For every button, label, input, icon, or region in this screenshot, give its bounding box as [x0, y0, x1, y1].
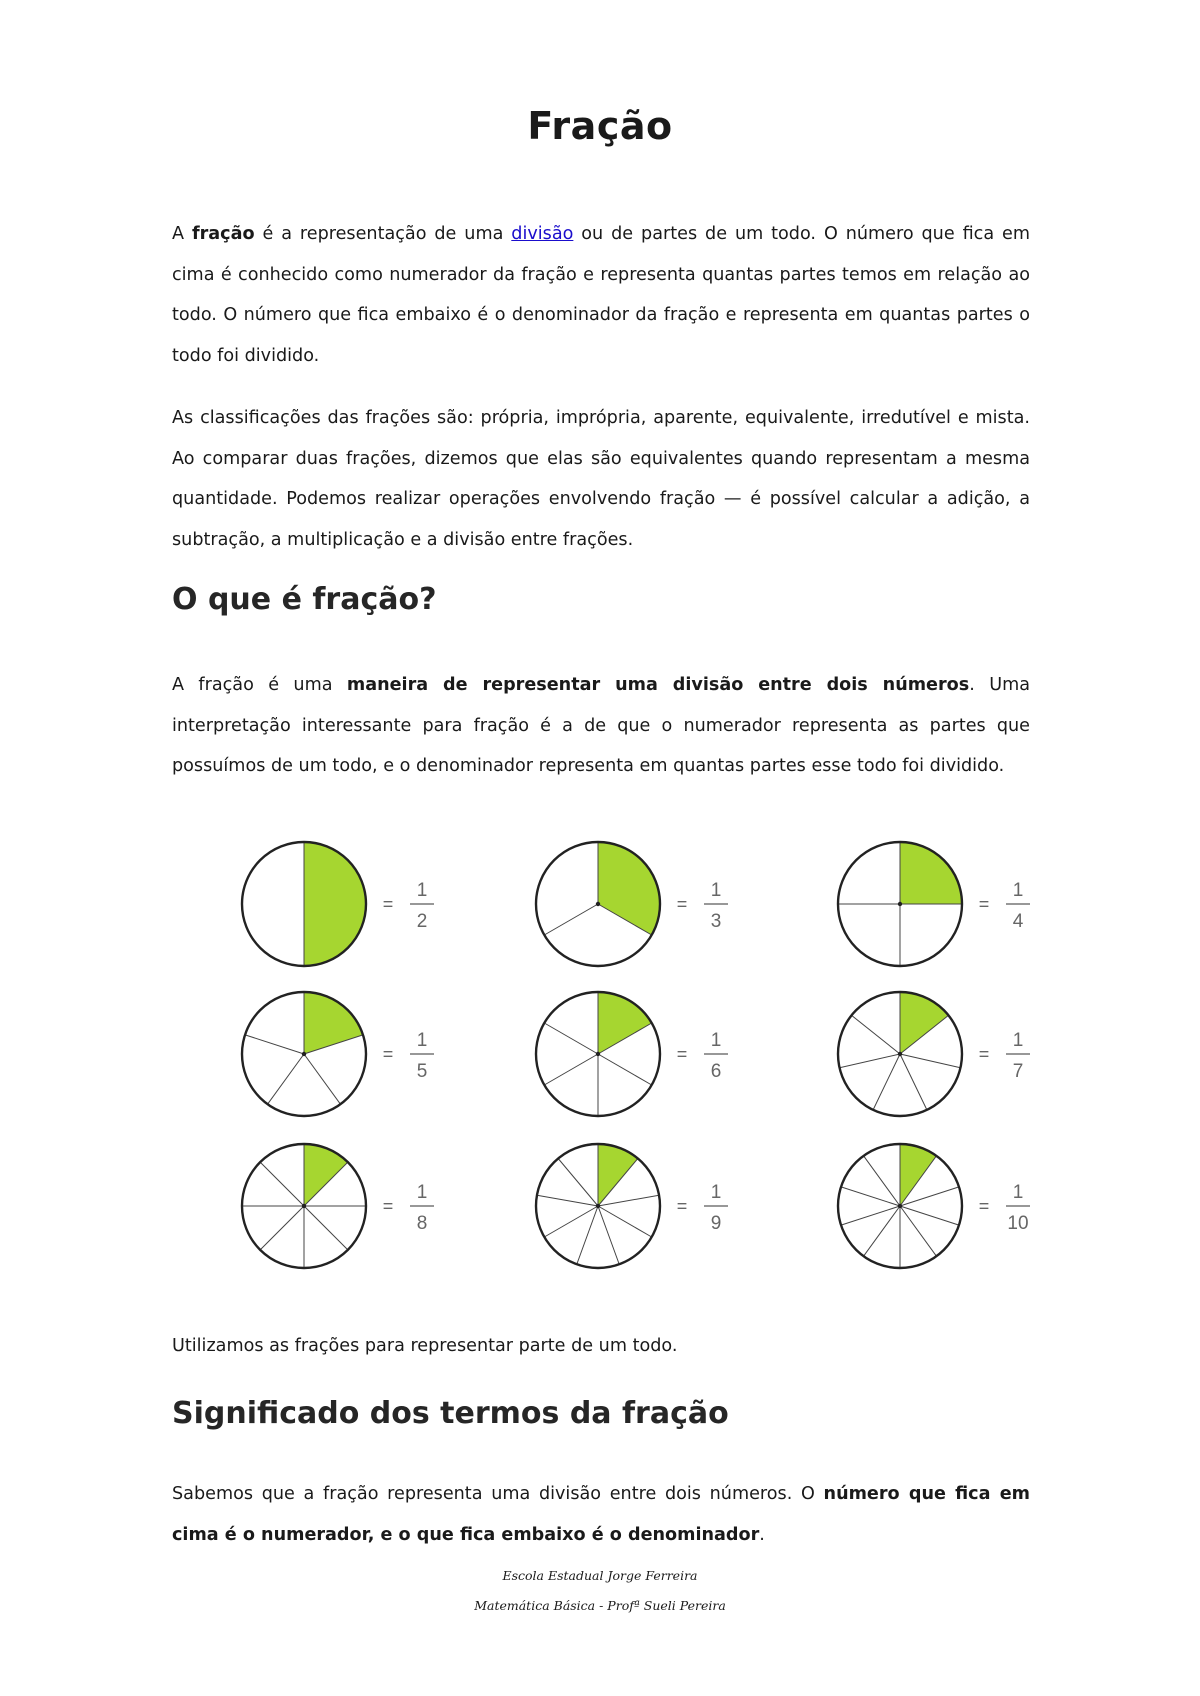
section1-text-2: . Uma interpretação interessante para fração é a de que o numerador representa as partes que possuímos de um todo, e o denominador representa em quantas partes esse todo foi dividido. [172, 675, 1031, 777]
fraction-numerator: 1 [416, 1030, 428, 1051]
fraction-denominator: 5 [416, 1061, 428, 1082]
equals-sign: = [382, 894, 394, 914]
shaded-sector [304, 842, 366, 966]
fraction-numerator: 1 [416, 1182, 428, 1203]
fraction-circle-1-9 [536, 1144, 728, 1268]
fraction-circle-1-6 [536, 992, 728, 1116]
section2-text-1: Sabemos que a fração representa uma divisão entre dois números. O [172, 1484, 824, 1504]
page-title: Fração [527, 104, 673, 148]
circle-center-dot [898, 902, 902, 906]
fraction-circle-1-2 [242, 842, 434, 966]
fraction-denominator: 9 [710, 1213, 722, 1234]
fraction-circle-1-4 [838, 842, 1030, 966]
section2-text-2: . [759, 1524, 765, 1545]
circle-center-dot [302, 1052, 306, 1056]
equals-sign: = [978, 1196, 990, 1216]
circle-center-dot [302, 1204, 306, 1208]
circle-center-dot [596, 1052, 600, 1056]
intro-paragraph-1 [172, 214, 1030, 376]
fraction-numerator: 1 [416, 880, 428, 901]
section-heading-significado: Significado dos termos da fração [172, 1396, 729, 1431]
caption-paragraph: Utilizamos as frações para representar parte de um todo. [172, 1336, 678, 1356]
intro-text-2: é a representação de uma [254, 224, 512, 244]
fraction-denominator: 4 [1012, 911, 1024, 932]
intro-paragraph-2: As classificações das frações são: própria, imprópria, aparente, equivalente, irredutível e mista. Ao comparar duas frações, dizemos que elas são equivalentes quando representam a mesma quantidade. Podemos realizar operações envolvendo fração — é possível calcular a adição, a subtração, a multiplicação e a divisão entre frações. [172, 408, 1030, 550]
fraction-circle-1-3 [536, 842, 728, 966]
fraction-circles-svg [172, 820, 1030, 1280]
equals-sign: = [382, 1044, 394, 1064]
fraction-numerator: 1 [1012, 1182, 1024, 1203]
fraction-denominator: 8 [416, 1213, 428, 1234]
fraction-circle-1-5 [242, 992, 434, 1116]
fraction-denominator: 6 [710, 1061, 722, 1082]
fraction-circle-1-10 [838, 1144, 1030, 1268]
equals-sign: = [978, 1044, 990, 1064]
fraction-circle-1-7 [838, 992, 1030, 1116]
fraction-denominator: 7 [1012, 1061, 1024, 1082]
section1-bold-text: maneira de representar uma divisão entre dois números [346, 675, 970, 695]
circle-center-dot [898, 1052, 902, 1056]
equals-sign: = [978, 894, 990, 914]
equals-sign: = [676, 894, 688, 914]
intro-text-3: ou de partes de um todo. O número que fica em cima é conhecido como numerador da fração e representa quantas partes temos em relação ao todo. O número que fica embaixo é o denominador da fração e representa em quantas partes o todo foi dividido. [172, 224, 1030, 366]
fraction-numerator: 1 [1012, 1030, 1024, 1051]
section1-paragraph [172, 665, 1030, 787]
footer-school-name: Escola Estadual Jorge Ferreira [502, 1568, 698, 1583]
circle-center-dot [596, 902, 600, 906]
fraction-denominator: 2 [416, 911, 428, 932]
intro-text-1: A [172, 224, 192, 244]
equals-sign: = [382, 1196, 394, 1216]
section2-paragraph [172, 1474, 1030, 1555]
section1-text-1: A fração é uma [172, 675, 347, 695]
equals-sign: = [676, 1196, 688, 1216]
fraction-denominator: 3 [710, 911, 722, 932]
fraction-numerator: 1 [710, 1030, 722, 1051]
fraction-numerator: 1 [1012, 880, 1024, 901]
equals-sign: = [676, 1044, 688, 1064]
fraction-numerator: 1 [710, 880, 722, 901]
fraction-numerator: 1 [710, 1182, 722, 1203]
divisao-link[interactable]: divisão [511, 224, 574, 244]
fraction-circles-figure [172, 820, 1030, 1280]
footer-course-teacher: Matemática Básica - Profª Sueli Pereira [474, 1598, 726, 1613]
section2-bold-text: número que fica em cima é o numerador, e o que fica embaixo é o denominador [172, 1484, 1030, 1545]
circle-center-dot [596, 1204, 600, 1208]
fraction-circle-1-8 [242, 1144, 434, 1268]
section-heading-o-que-e-fracao: O que é fração? [172, 582, 437, 617]
circle-center-dot [898, 1204, 902, 1208]
intro-bold-term: fração [191, 224, 255, 244]
fraction-denominator: 10 [1007, 1213, 1029, 1234]
